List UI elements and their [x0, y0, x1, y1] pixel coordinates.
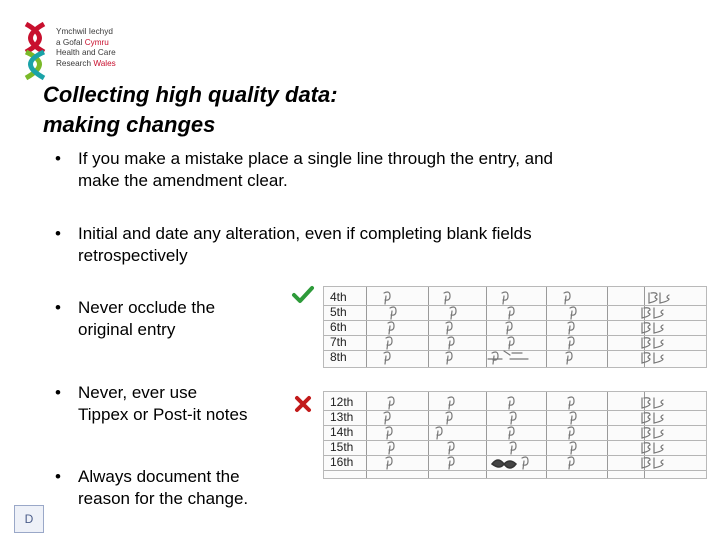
page-title [43, 80, 463, 140]
title-line-1: Collecting high quality data: [43, 82, 338, 107]
logo-text [56, 27, 116, 69]
bullet-line: make the amendment clear. [78, 171, 288, 190]
row-label: 4th [330, 290, 347, 304]
cross-icon [293, 394, 313, 414]
bullet-line: Never, ever use [78, 383, 198, 402]
row-label: 8th [330, 350, 347, 364]
row-label: 6th [330, 320, 347, 334]
bullet-dot: • [55, 383, 61, 402]
logo-line-4a: Research [56, 58, 94, 68]
bullet-line: retrospectively [78, 246, 188, 265]
bullet-dot: • [55, 298, 61, 317]
row-label: 15th [330, 440, 354, 454]
handwritten-marks [324, 287, 706, 367]
bullet-dot: • [55, 467, 61, 486]
logo-line-2a: a Gofal [56, 37, 85, 47]
bullet-line: Always document the [78, 467, 240, 486]
title-line-2: making changes [43, 112, 216, 137]
handwritten-marks [324, 392, 706, 478]
logo-line-1: Ymchwil Iechyd [56, 27, 113, 36]
bullet-line: Never occlude the [78, 298, 216, 317]
footer-badge: D [14, 505, 44, 533]
logo-line-2b: Cymru [84, 37, 109, 47]
row-label: 14th [330, 425, 354, 439]
bullet-line: reason for the change. [78, 489, 249, 508]
row-label: 16th [330, 455, 354, 469]
logo-helix-icon [18, 20, 58, 82]
scribble-over-entry [492, 460, 516, 468]
bad-example-scan [323, 391, 707, 479]
logo-line-4b: Wales [93, 58, 116, 68]
check-icon [291, 285, 315, 305]
good-example-scan [323, 286, 707, 368]
bullet-dot: • [55, 224, 61, 243]
row-label: 12th [330, 395, 354, 409]
bullet-line: If you make a mistake place a single line through the entry, and [78, 149, 554, 168]
row-label: 7th [330, 335, 347, 349]
bullet-dot: • [55, 149, 61, 168]
bullet-line: Initial and date any alteration, even if completing blank fields [78, 224, 532, 243]
logo-line-3: Health and Care [56, 48, 116, 57]
row-label: 13th [330, 410, 354, 424]
bullet-line: Tippex or Post-it notes [78, 405, 248, 424]
row-label: 5th [330, 305, 347, 319]
bullet-line: original entry [78, 320, 176, 339]
